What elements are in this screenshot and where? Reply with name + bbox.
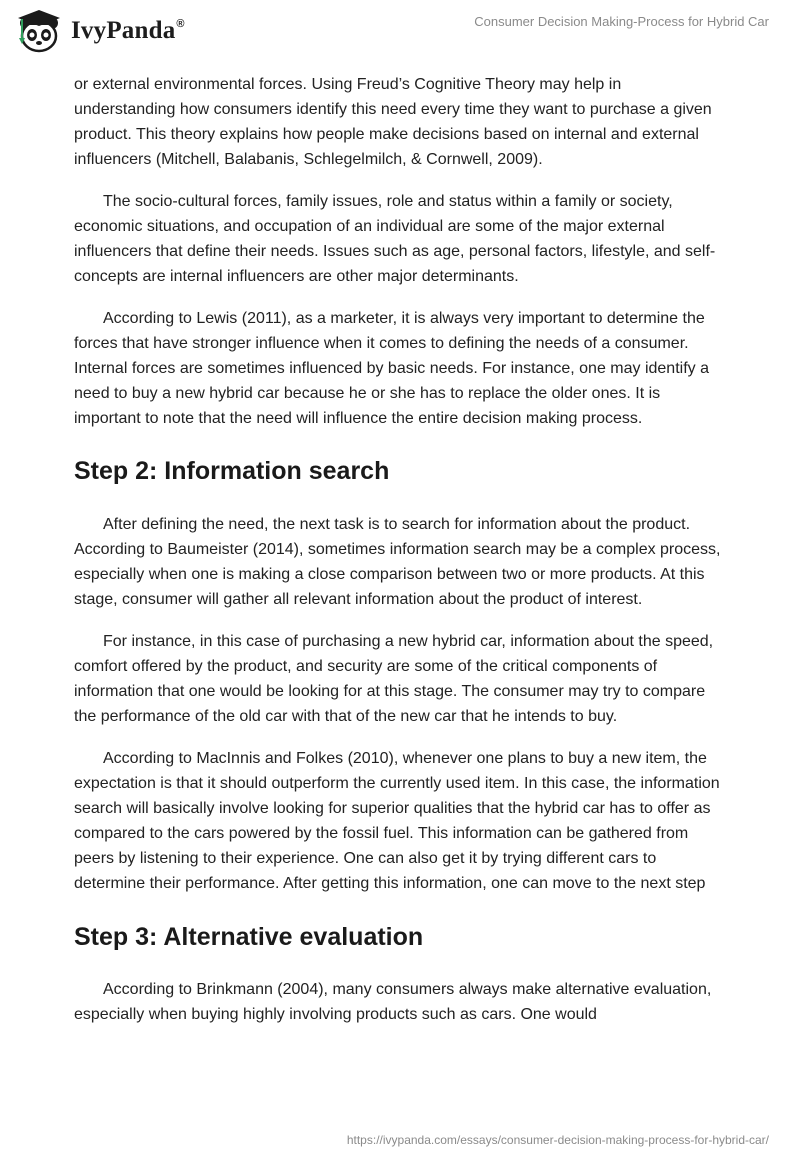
paragraph: After defining the need, the next task is to search for information about the product. According to Baumeister (2014), sometimes information search may be a complex process, especially when one is making a close comparison between two or more products. At this stage, consumer will gather all relevant information about the product of interest. — [74, 516, 721, 608]
section-heading-step-2: Step 2: Information search — [74, 457, 390, 485]
paragraph: The socio-cultural forces, family issues, role and status within a family or society, economic situations, and occupation of an individual are some of the major external influencers that define their needs. Issues such as age, personal factors, lifestyle, and self-concepts are internal influencers are other major determinants. — [74, 193, 716, 285]
paragraph: For instance, in this case of purchasing a new hybrid car, information about the speed, comfort offered by the product, and security are some of the critical components of information that one would be looking for at this stage. The consumer may try to compare the performance of the old car with that of the new car that he intends to buy. — [74, 633, 714, 725]
paragraph: According to MacInnis and Folkes (2010), whenever one plans to buy a new item, the expectation is that it should outperform the currently used item. In this case, the information search will basically involve looking for superior qualities that the hybrid car has to offer as compared to the cars powered by the fossil fuel. This information can be gathered from peers by listening to their experience. One can also get it by trying different cars to determine their performance. After getting this information, one can move to the next step — [74, 750, 720, 892]
paragraph: According to Brinkmann (2004), many consumers always make alternative evaluation, especially when buying highly involving products such as cars. One would — [74, 981, 712, 1023]
page-header — [0, 0, 800, 70]
panda-logo-icon — [14, 8, 64, 54]
paragraph: According to Lewis (2011), as a marketer, it is always very important to determine the forces that have stronger influence when it comes to defining the needs of a consumer. Internal forces are sometimes influenced by basic needs. For instance, one may identify a need to buy a new hybrid car because he or she has to replace the older ones. It is important to note that the need will influence the entire decision making process. — [74, 310, 709, 427]
paragraph: or external environmental forces. Using Freud’s Cognitive Theory may help in understanding how consumers identify this need every time they want to purchase a given product. This theory explains how people make decisions based on internal and external influencers (Mitchell, Balabanis, Schlegelmilch, & Cornwell, 2009). — [74, 76, 712, 168]
document-title: Consumer Decision Making-Process for Hybrid Car — [474, 14, 769, 29]
logo[interactable] — [14, 8, 185, 54]
essay-content — [74, 72, 724, 1044]
section-heading-step-3: Step 3: Alternative evaluation — [74, 923, 424, 951]
source-url-link[interactable]: https://ivypanda.com/essays/consumer-decision-making-process-for-hybrid-car/ — [346, 1133, 769, 1147]
brand-name: IvyPanda® — [71, 17, 185, 44]
